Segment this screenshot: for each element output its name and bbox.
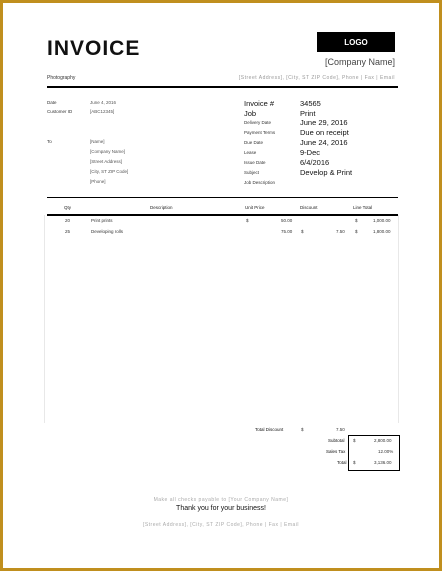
subject-label: Subject — [244, 170, 260, 175]
table-left-border — [44, 215, 45, 423]
subtotal-value: 2,800.00 — [374, 438, 392, 443]
subtotal-label: Subtotal — [328, 438, 345, 443]
job-value: Print — [300, 109, 316, 118]
job-description-label: Job Description — [244, 180, 276, 185]
to-company: [Company Name] — [90, 149, 126, 154]
to-city: [City, ST ZIP Code] — [90, 169, 129, 174]
row2-qty: 25 — [65, 229, 71, 234]
delivery-label: Delivery Date — [244, 120, 272, 125]
subtotal-currency: $ — [353, 438, 356, 443]
to-name: [Name] — [90, 139, 105, 144]
header-divider — [47, 86, 398, 88]
row1-description: Print prints — [91, 218, 113, 223]
lease-value: 9-Dec — [300, 148, 321, 157]
row1-unit-price: 50.00 — [281, 218, 293, 223]
invoice-title: INVOICE — [47, 37, 141, 60]
row1-line-currency: $ — [355, 218, 358, 223]
total-currency: $ — [353, 460, 356, 465]
due-label: Due Date — [244, 140, 264, 145]
total-discount-label: Total Discount — [255, 427, 284, 432]
payment-label: Payment Terms — [244, 130, 276, 135]
subject-value: Develop & Print — [300, 168, 353, 177]
payable-line: Make all checks payable to [Your Company Name] — [153, 497, 289, 503]
row2-description: Developing rolls — [91, 229, 124, 234]
issue-label: Issue Date — [244, 160, 266, 165]
row2-unit-price: 75.00 — [281, 229, 293, 234]
delivery-value: June 29, 2016 — [300, 118, 348, 127]
issue-value: 6/4/2016 — [300, 158, 330, 167]
th-qty: Qty — [64, 205, 72, 210]
to-street: [Street Address] — [90, 159, 123, 164]
to-label: To — [47, 139, 52, 144]
due-value: June 24, 2016 — [300, 138, 348, 147]
invoice-no-value: 34565 — [300, 99, 321, 108]
tagline: Photography — [47, 75, 76, 81]
total-discount-currency: $ — [301, 427, 304, 432]
table-top-rule — [47, 197, 398, 198]
lease-label: Lease — [244, 150, 257, 155]
date-value: June 4, 2016 — [90, 100, 117, 105]
table-header-rule — [47, 214, 398, 216]
customer-id-label: Customer ID — [47, 109, 73, 114]
table-right-border — [398, 215, 399, 423]
row2-disc-currency: $ — [301, 229, 304, 234]
th-line-total: Line Total — [353, 205, 373, 210]
row2-discount: 7.50 — [336, 229, 345, 234]
total-value: 3,136.00 — [374, 460, 392, 465]
sales-tax-label: Sales Tax — [326, 449, 346, 454]
footer-address: [Street Address], [City, ST ZIP Code], Phone | Fax | Email — [142, 522, 300, 528]
payment-value: Due on receipt — [300, 128, 349, 137]
total-label: Total — [337, 460, 347, 465]
thank-you: Thank you for your business! — [176, 505, 266, 512]
row1-currency: $ — [246, 218, 249, 223]
row1-qty: 20 — [65, 218, 71, 223]
customer-id-value: [ABC12345] — [90, 109, 115, 114]
row1-line-total: 1,000.00 — [373, 218, 391, 223]
th-discount: Discount — [300, 205, 318, 210]
logo-placeholder: LOGO — [317, 32, 395, 52]
invoice-page — [3, 3, 439, 568]
sales-tax-value: 12.00% — [378, 449, 394, 454]
invoice-no-label: Invoice # — [244, 99, 275, 108]
to-phone: [Phone] — [90, 179, 106, 184]
th-unit-price: Unit Price — [245, 205, 265, 210]
row2-line-currency: $ — [355, 229, 358, 234]
total-discount-value: 7.50 — [336, 427, 345, 432]
job-label: Job — [244, 109, 257, 118]
company-name: [Company Name] — [324, 57, 395, 67]
row2-line-total: 1,800.00 — [373, 229, 391, 234]
date-label: Date — [47, 100, 57, 105]
header-address: [Street Address], [City, ST ZIP Code], Phone | Fax | Email — [238, 75, 395, 81]
th-description: Description — [150, 205, 173, 210]
